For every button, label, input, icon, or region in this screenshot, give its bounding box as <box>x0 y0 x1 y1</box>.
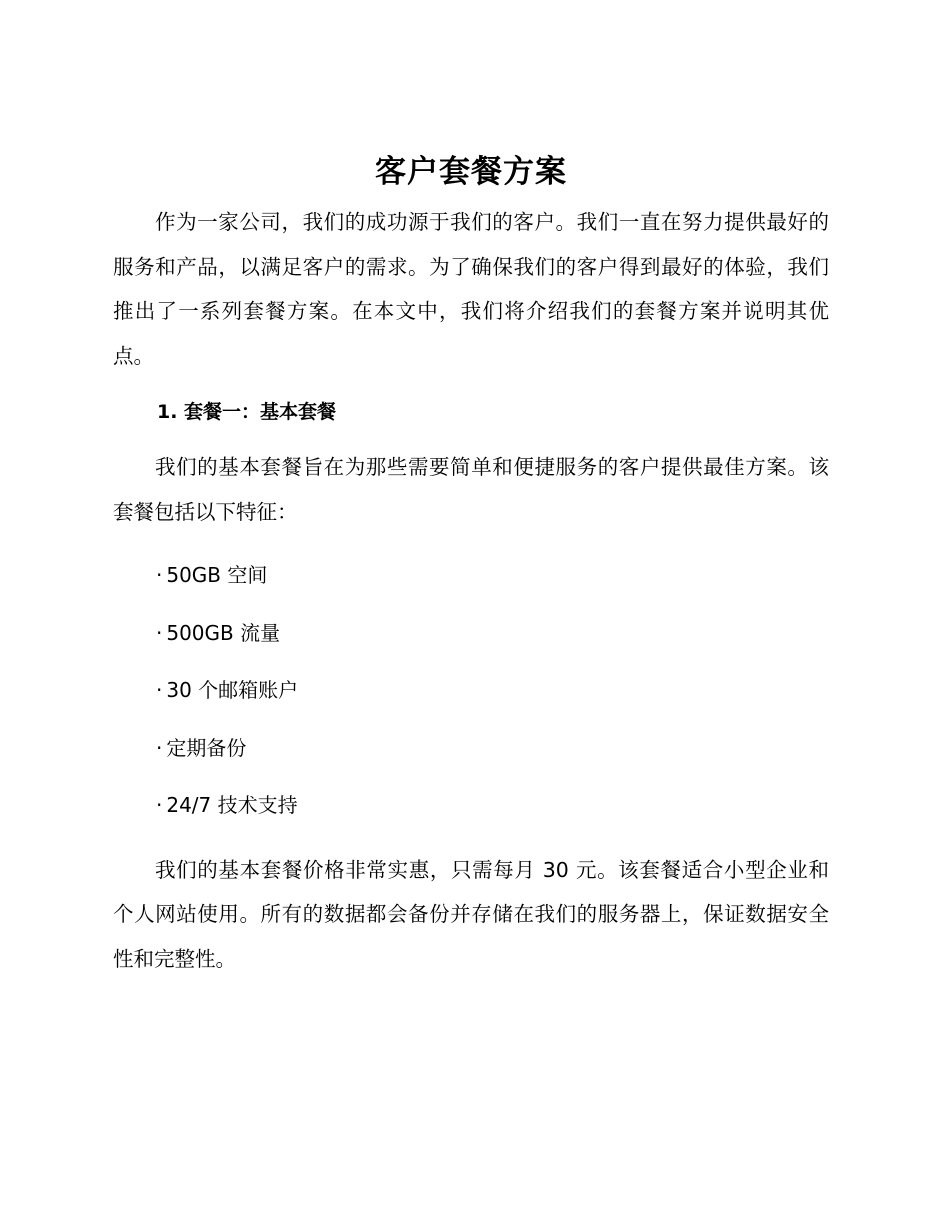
bullet-icon: · <box>156 620 163 645</box>
bullet-icon: · <box>156 678 163 702</box>
list-item <box>113 777 829 835</box>
list-item <box>113 547 829 605</box>
feature-text: 30 个邮箱账户 <box>166 678 299 702</box>
feature-list <box>113 547 829 835</box>
feature-text: 500GB 流量 <box>166 620 281 645</box>
bullet-icon: · <box>156 735 163 760</box>
package-summary: 我们的基本套餐价格非常实惠，只需每月 30 元。该套餐适合小型企业和个人网站使用。所有的数据都会备份并存储在我们的服务器上，保证数据安全性和完整性。 <box>113 857 829 971</box>
package-description: 我们的基本套餐旨在为那些需要简单和便捷服务的客户提供最佳方案。该套餐包括以下特征： <box>113 455 829 524</box>
list-item <box>113 662 829 720</box>
list-item <box>113 720 829 778</box>
page-title: 客户套餐方案 <box>375 154 567 190</box>
bullet-icon: · <box>156 563 163 587</box>
feature-text: 50GB 空间 <box>166 563 268 587</box>
feature-text: 定期备份 <box>166 735 247 760</box>
bullet-icon: · <box>156 793 163 817</box>
intro-paragraph: 作为一家公司，我们的成功源于我们的客户。我们一直在努力提供最好的服务和产品，以满足客户的需求。为了确保我们的客户得到最好的体验，我们推出了一系列套餐方案。在本文中，我们将介绍我们的套餐方案并说明其优点。 <box>113 210 829 368</box>
section-heading-basic-package: 1. 套餐一：基本套餐 <box>157 401 337 423</box>
feature-text: 24/7 技术支持 <box>166 793 298 817</box>
list-item <box>113 605 829 663</box>
